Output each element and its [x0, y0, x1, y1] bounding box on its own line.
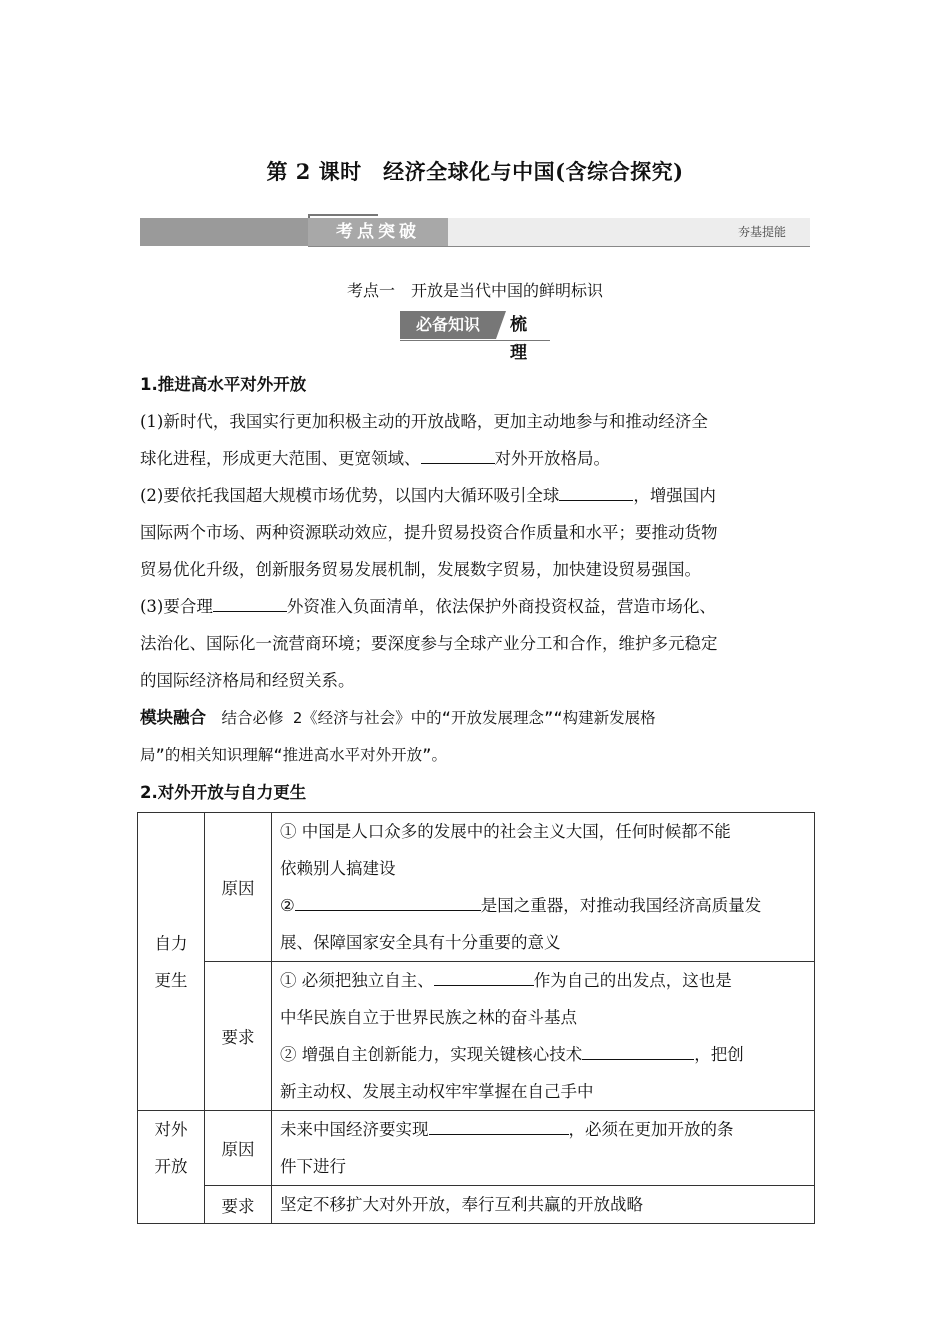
row-label-self-reliance: 自力 更生 — [138, 813, 205, 1111]
p1-line-b: 球化进程，形成更大范围、更宽领域、 对外开放格局。 — [140, 440, 812, 477]
banner-right-label: 夯基提能 — [737, 225, 786, 239]
answer-blank[interactable] — [295, 892, 481, 911]
knowledge-label: 梳理 — [510, 315, 527, 363]
p3-line-a: (3)要合理 外资准入负面清单，依法保护外商投资权益，营造市场化、 — [140, 588, 812, 625]
page-title: 第 2 课时 经济全球化与中国(含综合探究) — [266, 159, 684, 184]
p2-line-d: 贸易优化升级，创新服务贸易发展机制，发展数字贸易，加快建设贸易强国。 — [140, 560, 701, 579]
comparison-table — [137, 812, 815, 1224]
section2-heading: 2.对外开放与自力更生 — [140, 783, 307, 802]
fusion-note — [140, 699, 812, 774]
cell-reason: 原因 — [205, 813, 272, 962]
paragraph-1 — [140, 403, 812, 477]
p3-line-d: 的国际经济格局和经贸关系。 — [140, 671, 355, 690]
cell-self-reliance-require: ① 必须把独立自主、 作为自己的出发点，这也是 中华民族自立于世界民族之林的奋斗基点 ② 增强自主创新能力，实现关键核心技术 ，把创 新主动权、发展主动权牢牢掌握在自己手中 — [272, 962, 815, 1111]
section1 — [140, 366, 812, 811]
section-banner — [140, 214, 810, 248]
cell-reason-2: 原因 — [205, 1111, 272, 1186]
p1-line-a: (1)新时代，我国实行更加积极主动的开放战略，更加主动地参与和推动经济全 — [140, 412, 708, 431]
cell-opening-require: 坚定不移扩大对外开放，奉行互利共赢的开放战略 — [272, 1186, 815, 1224]
topic-heading: 考点一 开放是当代中国的鲜明标识 — [346, 281, 603, 300]
answer-blank[interactable] — [421, 445, 495, 464]
cell-require-2: 要求 — [205, 1186, 272, 1224]
section1-heading: 1.推进高水平对外开放 — [140, 375, 307, 394]
cell-require: 要求 — [205, 962, 272, 1111]
p2-line-c: 国际两个市场、两种资源联动效应，提升贸易投资合作质量和水平；要推动货物 — [140, 523, 718, 542]
answer-blank[interactable] — [213, 593, 287, 612]
answer-blank[interactable] — [434, 967, 534, 986]
banner-tag: 考点突破 — [308, 218, 448, 246]
fusion-text-a: 结合必修 2《经济与社会》中的“开放发展理念”“构建新发展格 — [206, 709, 656, 727]
answer-blank[interactable] — [559, 482, 633, 501]
row-label-opening-up: 对外 开放 — [138, 1111, 205, 1224]
p2-line-a: (2)要依托我国超大规模市场优势，以国内大循环吸引全球 ，增强国内 — [140, 477, 812, 514]
answer-blank[interactable] — [582, 1041, 694, 1060]
answer-blank[interactable] — [429, 1116, 569, 1135]
cell-opening-reason: 未来中国经济要实现 ，必须在更加开放的条 件下进行 — [272, 1111, 815, 1186]
paragraph-3 — [140, 588, 812, 699]
fusion-label: 模块融合 — [140, 708, 206, 727]
cell-self-reliance-reason: ① 中国是人口众多的发展中的社会主义大国，任何时候都不能 依赖别人搞建设 ② 是国之重器，对推动我国经济高质量发 展、保障国家安全具有十分重要的意义 — [272, 813, 815, 962]
p3-line-c: 法治化、国际化一流营商环境；要深度参与全球产业分工和合作，维护多元稳定 — [140, 634, 718, 653]
paragraph-2 — [140, 477, 812, 588]
fusion-text-b: 局”的相关知识理解“推进高水平对外开放”。 — [140, 746, 447, 764]
knowledge-box: 必备知识 — [400, 311, 496, 339]
